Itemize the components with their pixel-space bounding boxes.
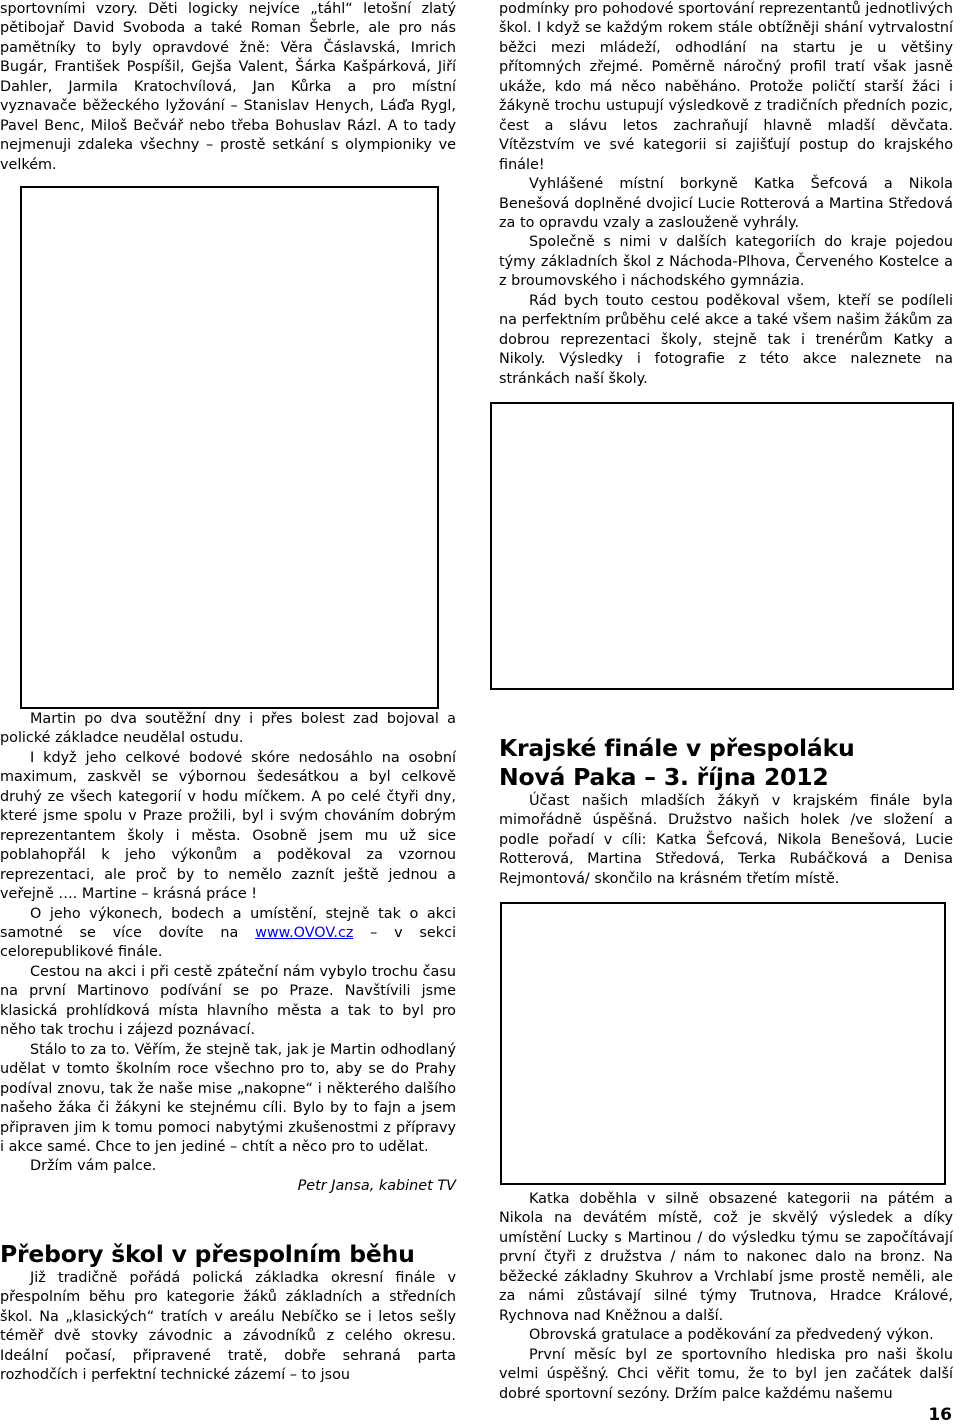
paragraph: Cestou na akci i při cestě zpáteční nám vybylo trochu času na první Martinovo podívání se po Praze. Navštívili jsme klasická prohlídková místa hlavního města a tak to byl pro něho tak trochu i zájezd poznávací. (0, 963, 456, 1039)
paragraph: Držím vám palce. (30, 1158, 157, 1175)
photo-frame-left (20, 186, 439, 709)
paragraph: sportovními vzory. Děti logicky nejvíce „táhl“ letošní zlatý pětibojař David Svoboda a také Roman Šebrle, ale pro nás pamětníky to byly opravdové žně: Věra Čáslavská, Imrich Bugár, František Pospíšil, Gejša Valent, Šárka Kašpárková, Jiří Dahler, Jarmila Kratochvílová, Jan Kůrka a pro místní vyznavače běžeckého lyžování – Stanislav Henych, Láďa Rygl, Pavel Benc, Miloš Bečvář nebo třeba Bohuslav Rázl. A to tady nejmenuji zdaleka všechny – prostě setkání s olympioniky ve velkém. (0, 1, 456, 173)
photo-frame-right-bottom (500, 902, 946, 1185)
paragraph: První měsíc byl ze sportovního hlediska pro naši školu velmi úspěšný. Chci věřit tomu, že to byl jen začátek další dobré sportovní sezóny. Držím palce každému našemu (499, 1346, 953, 1402)
photo-frame-right-top (490, 402, 954, 690)
left-bottom-text (0, 1269, 456, 1386)
paragraph: Již tradičně pořádá polická základka okresní finále v přespolním běhu pro kategorie žáků základních a středních škol. Na „klasických“ tratích v areálu Nebíčko se i letos sešly téměř dvě stovky závodnic a závodníků z celého okresu. Ideální počasí, připravené tratě, dobře sehraná parta rozhodčích i perfektní technické zázemí – to jsou (0, 1270, 456, 1384)
paragraph: Účast našich mladších žákyň v krajském finále byla mimořádně úspěšná. Družstvo našich holek /ve složení a podle pořadí v cíli: Katka Šefcová, Nikola Benešová, Lucie Rotterová, Martina Středová, Terka Rubáčková a Denisa Rejmontová/ skončilo na krásném třetím místě. (499, 793, 953, 887)
paragraph: Vyhlášené místní borkyně Katka Šefcová a Nikola Benešová doplněné dvojicí Lucie Rotterová a Martina Středová za to opravdu vzaly a zaslouženě vyhrály. (499, 176, 953, 231)
paragraph: Stálo to za to. Věřím, že stejně tak, jak je Martin odhodlaný udělat v tomto školním roce všechno pro to, aby se do Prahy podíval znovu, tak že naše mise „nakopne“ i některého dalšího našeho žáka či žákyni ke stejnému cíli. Bylo by to fajn a jsem připraven jim k tomu pomoci nabytými zkušenostmi z přípravy i akce samé. Chce to jen jediné – chtít a něco pro to udělat. (0, 1041, 456, 1155)
paragraph: Společně s nimi v dalších kategoriích do kraje pojedou týmy základních škol z Náchoda-Plhova, Červeného Kostelce a z broumovského i náchodského gymnázia. (499, 234, 953, 290)
link-text-after: – v sekci celorepublikové finále. (0, 924, 457, 961)
author-signature: Petr Jansa, kabinet TV (297, 1177, 456, 1194)
right-top-text (499, 0, 953, 389)
link-text-before: O jeho výkonech, bodech a umístění, stejně tak o akci samotné se více dovíte na (0, 905, 456, 941)
paragraph: Martin po dva soutěžní dny i přes bolest zad bojoval a polické základce neudělal ostudu. (0, 711, 456, 747)
page-number: 16 (928, 1405, 952, 1425)
left-martin-text (0, 710, 456, 1196)
section-heading-regional-final-date: Nová Paka – 3. října 2012 (499, 763, 829, 791)
right-bottom-text (499, 1190, 953, 1404)
left-top-text (0, 0, 456, 175)
section-heading-cross-country: Přebory škol v přespolním běhu (0, 1240, 415, 1268)
paragraph: Rád bych touto cestou poděkoval všem, kteří se podíleli na perfektním průběhu celé akce a také všem našim žákům za dobrou reprezentaci školy, stejně tak i trenérům Katky a Nikoly. Výsledky i fotografie z této akce naleznete na stránkách naší školy. (499, 292, 953, 387)
paragraph: I když jeho celkové bodové skóre nedosáhlo na osobní maximum, zaskvěl se výbornou šedesátkou a byl celkově druhý ze všech kategorií v hodu míčkem. A po celé čtyři dny, které jsme spolu v Praze prožili, byl i svým chováním dobrým reprezentantem školy i města. Osobně jsem mu už sice poblahopřál k jeho výkonům a poděkoval za vzornou reprezentaci, ale proč by to nemělo zaznít ještě jednou a veřejně …. Martine – krásná práce ! (0, 749, 456, 903)
section-heading-regional-final: Krajské finále v přespoláku (499, 734, 855, 762)
paragraph: podmínky pro pohodové sportování reprezentantů jednotlivých škol. I když se každým rokem stále obtížněji shání vytrvalostní běžci mezi mládeží, odhodlání na startu je u většiny přítomných zřejmé. Poměrně náročný profil tratí však jasně ukáže, kdo má něco naběháno. Protože poličtí starší žáci i žákyně trochu ustupují výsledkově z tradičních předních pozic, čest a slávu letos zachraňují hlavně mladší děvčata. Vítězstvím ve své kategorii si zajišťují postup do krajského finále! (499, 1, 953, 173)
paragraph: Obrovská gratulace a poděkování za předvedený výkon. (529, 1327, 934, 1344)
right-mid-text (499, 792, 953, 889)
ovov-link[interactable]: www.OVOV.cz (255, 924, 354, 941)
paragraph: Katka doběhla v silně obsazené kategorii na pátém a Nikola na devátém místě, což je skvělý výsledek a díky umístění Lucky s Martinou / do výsledku týmu se započítávají první čtyři z družstva / nám to nakonec dalo na bronz. Na běžecké základny Skuhrov a Vrchlabí jsme prostě neměli, ale za námi zůstávají silné týmy Trutnova, Hradce Králové, Rychnova nad Kněžnou a další. (499, 1191, 953, 1324)
paragraph-with-link (0, 905, 456, 963)
